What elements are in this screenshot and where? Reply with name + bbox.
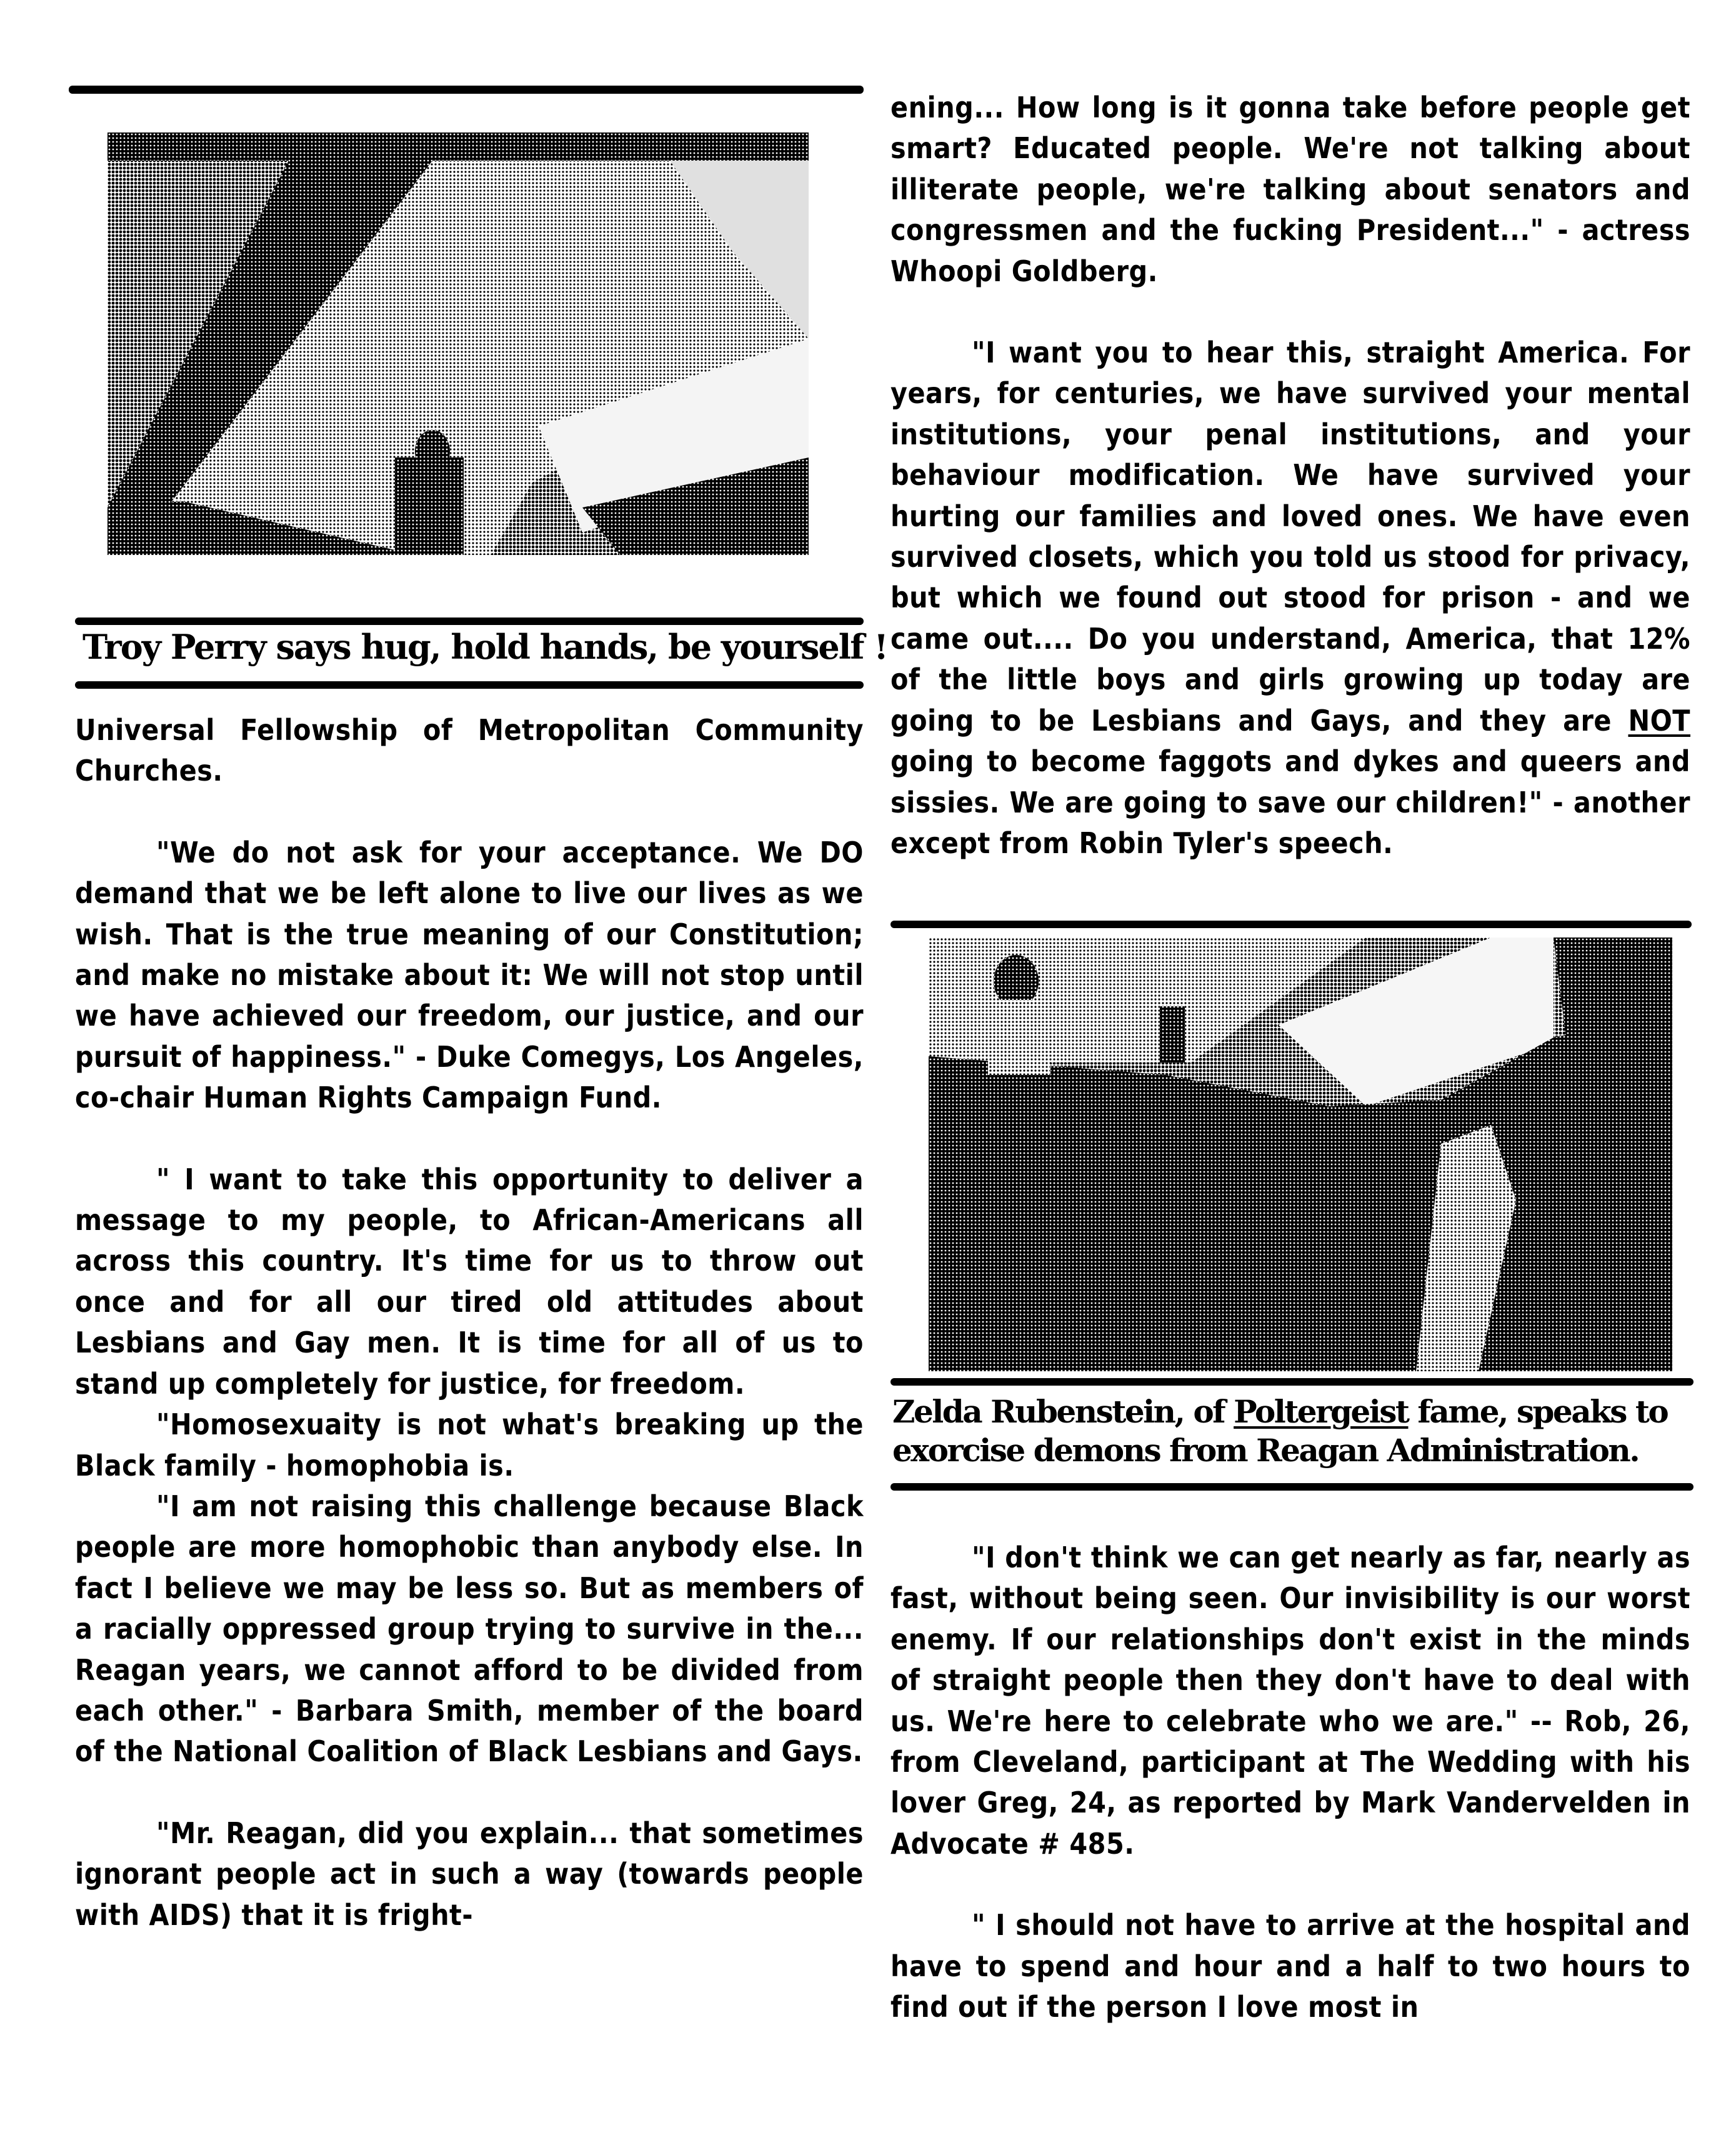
right-bottom-text: [890, 1538, 1690, 2028]
paragraph-robin-tyler-quote: "I want you to hear this, straight America. For years, for centuries, we have survived your mental institutions, your penal institutions, and your behaviour modification. We have survived your hurting our families and loved ones. We have even survived closets, which you told us stood for privacy, but which we found out stood for prison - and we came out.... Do you understand, America, that 12% of the little boys and girls growing up today are going to be Lesbians and Gays, and they are NOT going to become faggots and dykes and queers and sissies. We are going to save our children!" - another except from Robin Tyler's speech.: [890, 336, 1690, 860]
film-title-poltergeist: Poltergeist: [1234, 1393, 1409, 1430]
photo-troy-perry: [107, 132, 809, 555]
caption2-top-rule: [890, 1378, 1694, 1386]
caption2-bottom-rule: [890, 1483, 1694, 1491]
paragraph-duke-comegys-quote: "We do not ask for your acceptance. We DO demand that we be left alone to live our lives as we wish. That is the true meaning of our Constitution; and make no mistake about it: We will not stop until we have achieved our freedom, our justice, and our pursuit of happiness." - Duke Comegys, Los Angeles, co-chair Human Rights Campaign Fund.: [75, 835, 864, 1115]
emphasis-not: NOT: [1628, 703, 1690, 738]
paragraph-homophobia-quote: "Homosexuaity is not what's breaking up the Black family - homophobia is.: [75, 1408, 864, 1482]
left-body-text: [75, 710, 864, 1936]
right-top-text: [890, 88, 1690, 864]
paragraph-african-americans-quote: " I want to take this opportunity to deliver a message to my people, to African-Americans all across this country. It's time for us to throw out once and for all our tired old attitudes about Lesbians and Gay men. It is time for all of us to stand up completely for justice, for freedom.: [75, 1162, 864, 1401]
paragraph-whoopi-goldberg-quote: ening... How long is it gonna take before people get smart? Educated people. We're not talking about illiterate people, we're talking about senators and congressmen and the fucking President..." - actress Whoopi Goldberg.: [890, 91, 1690, 288]
photo-troy-perry-image: [107, 132, 809, 555]
paragraph-mr-reagan-quote: "Mr. Reagan, did you explain... that sometimes ignorant people act in such a way (towards people with AIDS) that it is fright-: [75, 1816, 864, 1932]
paragraph-hospital-quote: " I should not have to arrive at the hospital and have to spend and hour and a half to two hours to find out if the person I love most in: [890, 1908, 1690, 2024]
paragraph-rob-cleveland-quote: "I don't think we can get nearly as far, nearly as fast, without being seen. Our invisibility is our worst enemy. If our relationships don't exist in the minds of straight people then they don't have to deal with us. We're here to celebrate who we are." -- Rob, 26, from Cleveland, participant at The Wedding with his lover Greg, 24, as reported by Mark Vandervelden in Advocate # 485.: [890, 1541, 1690, 1861]
photo2-top-rule: [890, 921, 1692, 928]
paragraph-ufmcc: Universal Fellowship of Metropolitan Community Churches.: [75, 713, 864, 788]
paragraph-barbara-smith-quote: "I am not raising this challenge because Black people are more homophobic than anybody else. In fact I believe we may be less so. But as members of a racially oppressed group trying to survive in the... Reagan years, we cannot afford to be divided from each other." - Barbara Smith, member of the board of the National Coalition of Black Lesbians and Gays.: [75, 1489, 864, 1769]
photo-zelda-rubenstein-image: [929, 938, 1672, 1371]
caption1-bottom-rule: [75, 681, 864, 689]
caption-troy-perry: Troy Perry says hug, hold hands, be yourself !: [82, 627, 887, 667]
top-left-rule: [69, 86, 864, 94]
photo-zelda-rubenstein: [929, 938, 1672, 1371]
caption1-top-rule: [75, 618, 864, 625]
caption-zelda-rubenstein: [892, 1392, 1667, 1470]
caption2-line1: Zelda Rubenstein, of Poltergeist fame, speaks to: [892, 1393, 1668, 1430]
caption2-line2: exorcise demons from Reagan Administration.: [892, 1432, 1639, 1469]
